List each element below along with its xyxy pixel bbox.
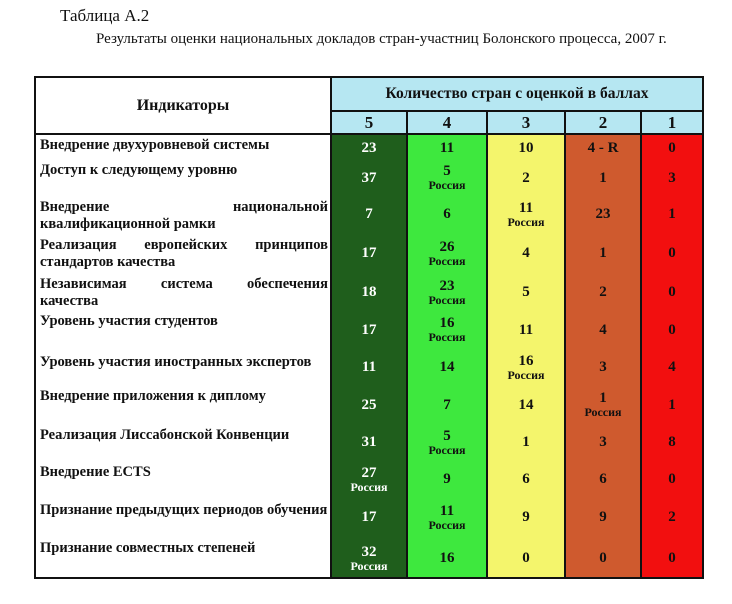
- count-header: Количество стран с оценкой в баллах: [332, 78, 702, 112]
- cell-value: 16: [439, 315, 455, 331]
- cell-value: 1: [599, 169, 607, 186]
- score-cell: [642, 348, 702, 386]
- score-cell: [566, 135, 640, 160]
- cell-value: 3: [599, 359, 607, 375]
- score-cell: [642, 135, 702, 160]
- cell-value: 23: [595, 206, 611, 222]
- cell-value: 5: [443, 163, 451, 179]
- score-cell: [488, 461, 564, 497]
- cell-value: 23: [361, 139, 377, 156]
- score-cell: [408, 195, 486, 233]
- cell-value: 1: [599, 390, 607, 406]
- score-cell: [332, 273, 406, 311]
- score-cell: [488, 195, 564, 233]
- cell-value: 10: [518, 139, 534, 156]
- cell-value: 0: [668, 245, 676, 261]
- cell-value: 0: [668, 550, 676, 566]
- score-cell: [566, 423, 640, 461]
- score-cell: [488, 537, 564, 579]
- indicator-label: Уровень участия студентов: [40, 313, 218, 329]
- score-cell: [566, 273, 640, 311]
- score-cell: [488, 233, 564, 273]
- cell-value: 16: [518, 352, 534, 369]
- score-cell: [642, 311, 702, 348]
- indicator-label: Доступ к следующему уровню: [40, 162, 238, 178]
- score-header-4: 4: [408, 112, 486, 135]
- cell-value: 17: [361, 245, 377, 261]
- cell-note: Россия: [428, 253, 466, 268]
- cell-value: 11: [518, 199, 534, 216]
- cell-value: 26: [439, 238, 455, 255]
- cell-value: 5: [522, 284, 530, 300]
- cell-value: 27: [361, 464, 377, 481]
- cell-value: 9: [599, 509, 607, 525]
- cell-note: Россия: [507, 367, 545, 382]
- score-header-2: 2: [566, 112, 640, 135]
- score-cell: [408, 423, 486, 461]
- score-cell: [642, 386, 702, 423]
- score-cell: [332, 311, 406, 348]
- table-caption: Таблица А.2: [60, 6, 150, 25]
- cell-note: Россия: [428, 330, 466, 344]
- cell-value: 3: [599, 434, 607, 450]
- cell-value: 4: [522, 245, 530, 261]
- score-cell: [566, 537, 640, 579]
- cell-value: 32: [361, 543, 377, 560]
- score-cell: [332, 348, 406, 386]
- score-cell: [642, 497, 702, 537]
- score-cell: [332, 386, 406, 423]
- cell-value: 6: [443, 206, 451, 222]
- cell-note: Россия: [428, 292, 466, 307]
- cell-value: 16: [439, 550, 455, 566]
- score-cell: [408, 461, 486, 497]
- cell-note: Россия: [350, 558, 388, 573]
- cell-value: 1: [668, 396, 676, 413]
- score-header-3: 3: [488, 112, 564, 135]
- score-cell: [566, 160, 640, 195]
- cell-value: 17: [361, 321, 377, 338]
- indicator-label: Реализация европейских принципов стандартов качества: [40, 237, 328, 270]
- score-cell: [566, 497, 640, 537]
- results-table: [34, 76, 704, 579]
- score-cell: [408, 273, 486, 311]
- score-cell: [566, 233, 640, 273]
- score-cell: [642, 160, 702, 195]
- score-header-1: 1: [642, 112, 702, 135]
- cell-value: 11: [518, 321, 534, 338]
- score-cell: [642, 537, 702, 579]
- score-cell: [408, 348, 486, 386]
- score-cell: [488, 423, 564, 461]
- cell-value: 4: [668, 359, 676, 375]
- score-cell: [642, 461, 702, 497]
- cell-value: 0: [599, 550, 607, 566]
- score-cell: [642, 423, 702, 461]
- cell-value: 37: [361, 169, 377, 186]
- score-cell: [488, 273, 564, 311]
- score-cell: [408, 311, 486, 348]
- score-cell: [332, 195, 406, 233]
- indicator-label: Независимая система обеспечения качества: [40, 276, 328, 309]
- cell-value: 5: [443, 427, 451, 444]
- cell-value: 4: [599, 321, 607, 338]
- cell-value: 6: [522, 471, 530, 487]
- cell-value: 8: [668, 434, 676, 450]
- score-cell: [488, 386, 564, 423]
- cell-value: 0: [522, 550, 530, 566]
- indicator-label: Реализация Лиссабонской Конвенции: [40, 427, 290, 443]
- cell-value: 18: [361, 284, 377, 300]
- indicator-label: Уровень участия иностранных экспертов: [40, 354, 312, 370]
- cell-value: 2: [599, 284, 607, 300]
- cell-note: Россия: [428, 517, 466, 532]
- score-cell: [642, 195, 702, 233]
- score-header-5: 5: [332, 112, 406, 135]
- score-cell: [332, 135, 406, 160]
- cell-value: 7: [365, 206, 373, 222]
- score-cell: [488, 348, 564, 386]
- cell-value: 17: [361, 509, 377, 525]
- cell-note: Россия: [507, 214, 545, 229]
- cell-note: Россия: [428, 442, 466, 457]
- score-cell: [566, 461, 640, 497]
- cell-value: 2: [522, 169, 530, 186]
- score-cell: [408, 160, 486, 195]
- score-cell: [488, 497, 564, 537]
- cell-value: 0: [668, 284, 676, 300]
- cell-value: 4 - R: [587, 139, 619, 156]
- score-cell: [642, 233, 702, 273]
- indicator-label: Признание предыдущих периодов обучения: [40, 502, 328, 518]
- score-cell: [566, 195, 640, 233]
- score-cell: [488, 135, 564, 160]
- score-cell: [408, 233, 486, 273]
- cell-value: 31: [361, 434, 377, 450]
- score-cell: [332, 233, 406, 273]
- cell-value: 0: [668, 139, 676, 156]
- score-cell: [642, 273, 702, 311]
- cell-value: 23: [439, 277, 455, 294]
- indicator-label: Внедрение ECTS: [40, 464, 151, 480]
- score-cell: [332, 423, 406, 461]
- cell-value: 14: [518, 396, 534, 413]
- cell-value: 9: [443, 471, 451, 487]
- score-cell: [408, 497, 486, 537]
- cell-value: 1: [599, 245, 607, 261]
- cell-value: 11: [439, 502, 455, 519]
- score-cell: [488, 160, 564, 195]
- score-cell: [566, 386, 640, 423]
- cell-value: 25: [361, 396, 377, 413]
- cell-value: 6: [599, 471, 607, 487]
- indicators-header: Индикаторы: [36, 78, 332, 135]
- cell-value: 2: [668, 509, 676, 525]
- cell-value: 1: [668, 206, 676, 222]
- score-cell: [332, 497, 406, 537]
- cell-value: 1: [522, 434, 530, 450]
- cell-value: 11: [361, 359, 377, 375]
- indicator-label: Внедрение приложения к диплому: [40, 388, 266, 404]
- score-cell: [332, 537, 406, 579]
- score-cell: [332, 160, 406, 195]
- score-cell: [566, 311, 640, 348]
- indicator-label: Признание совместных степеней: [40, 540, 256, 556]
- cell-value: 9: [522, 509, 530, 525]
- indicator-label: Внедрение двухуровневой системы: [40, 137, 270, 153]
- cell-value: 0: [668, 471, 676, 487]
- cell-value: 11: [439, 139, 455, 156]
- score-cell: [332, 461, 406, 497]
- score-cell: [408, 386, 486, 423]
- cell-note: Россия: [428, 178, 466, 192]
- score-cell: [566, 348, 640, 386]
- cell-note: Россия: [350, 479, 388, 494]
- cell-value: 14: [439, 359, 455, 375]
- score-cell: [488, 311, 564, 348]
- cell-value: 0: [668, 321, 676, 338]
- score-cell: [408, 537, 486, 579]
- cell-note: Россия: [584, 405, 622, 419]
- cell-value: 7: [443, 396, 451, 413]
- indicator-label: Внедрение национальной квалификационной рамки: [40, 199, 328, 232]
- score-cell: [408, 135, 486, 160]
- table-subtitle: Результаты оценки национальных докладов стран-участниц Болонского процесса, 2007 г.: [96, 31, 667, 47]
- cell-value: 3: [668, 169, 676, 186]
